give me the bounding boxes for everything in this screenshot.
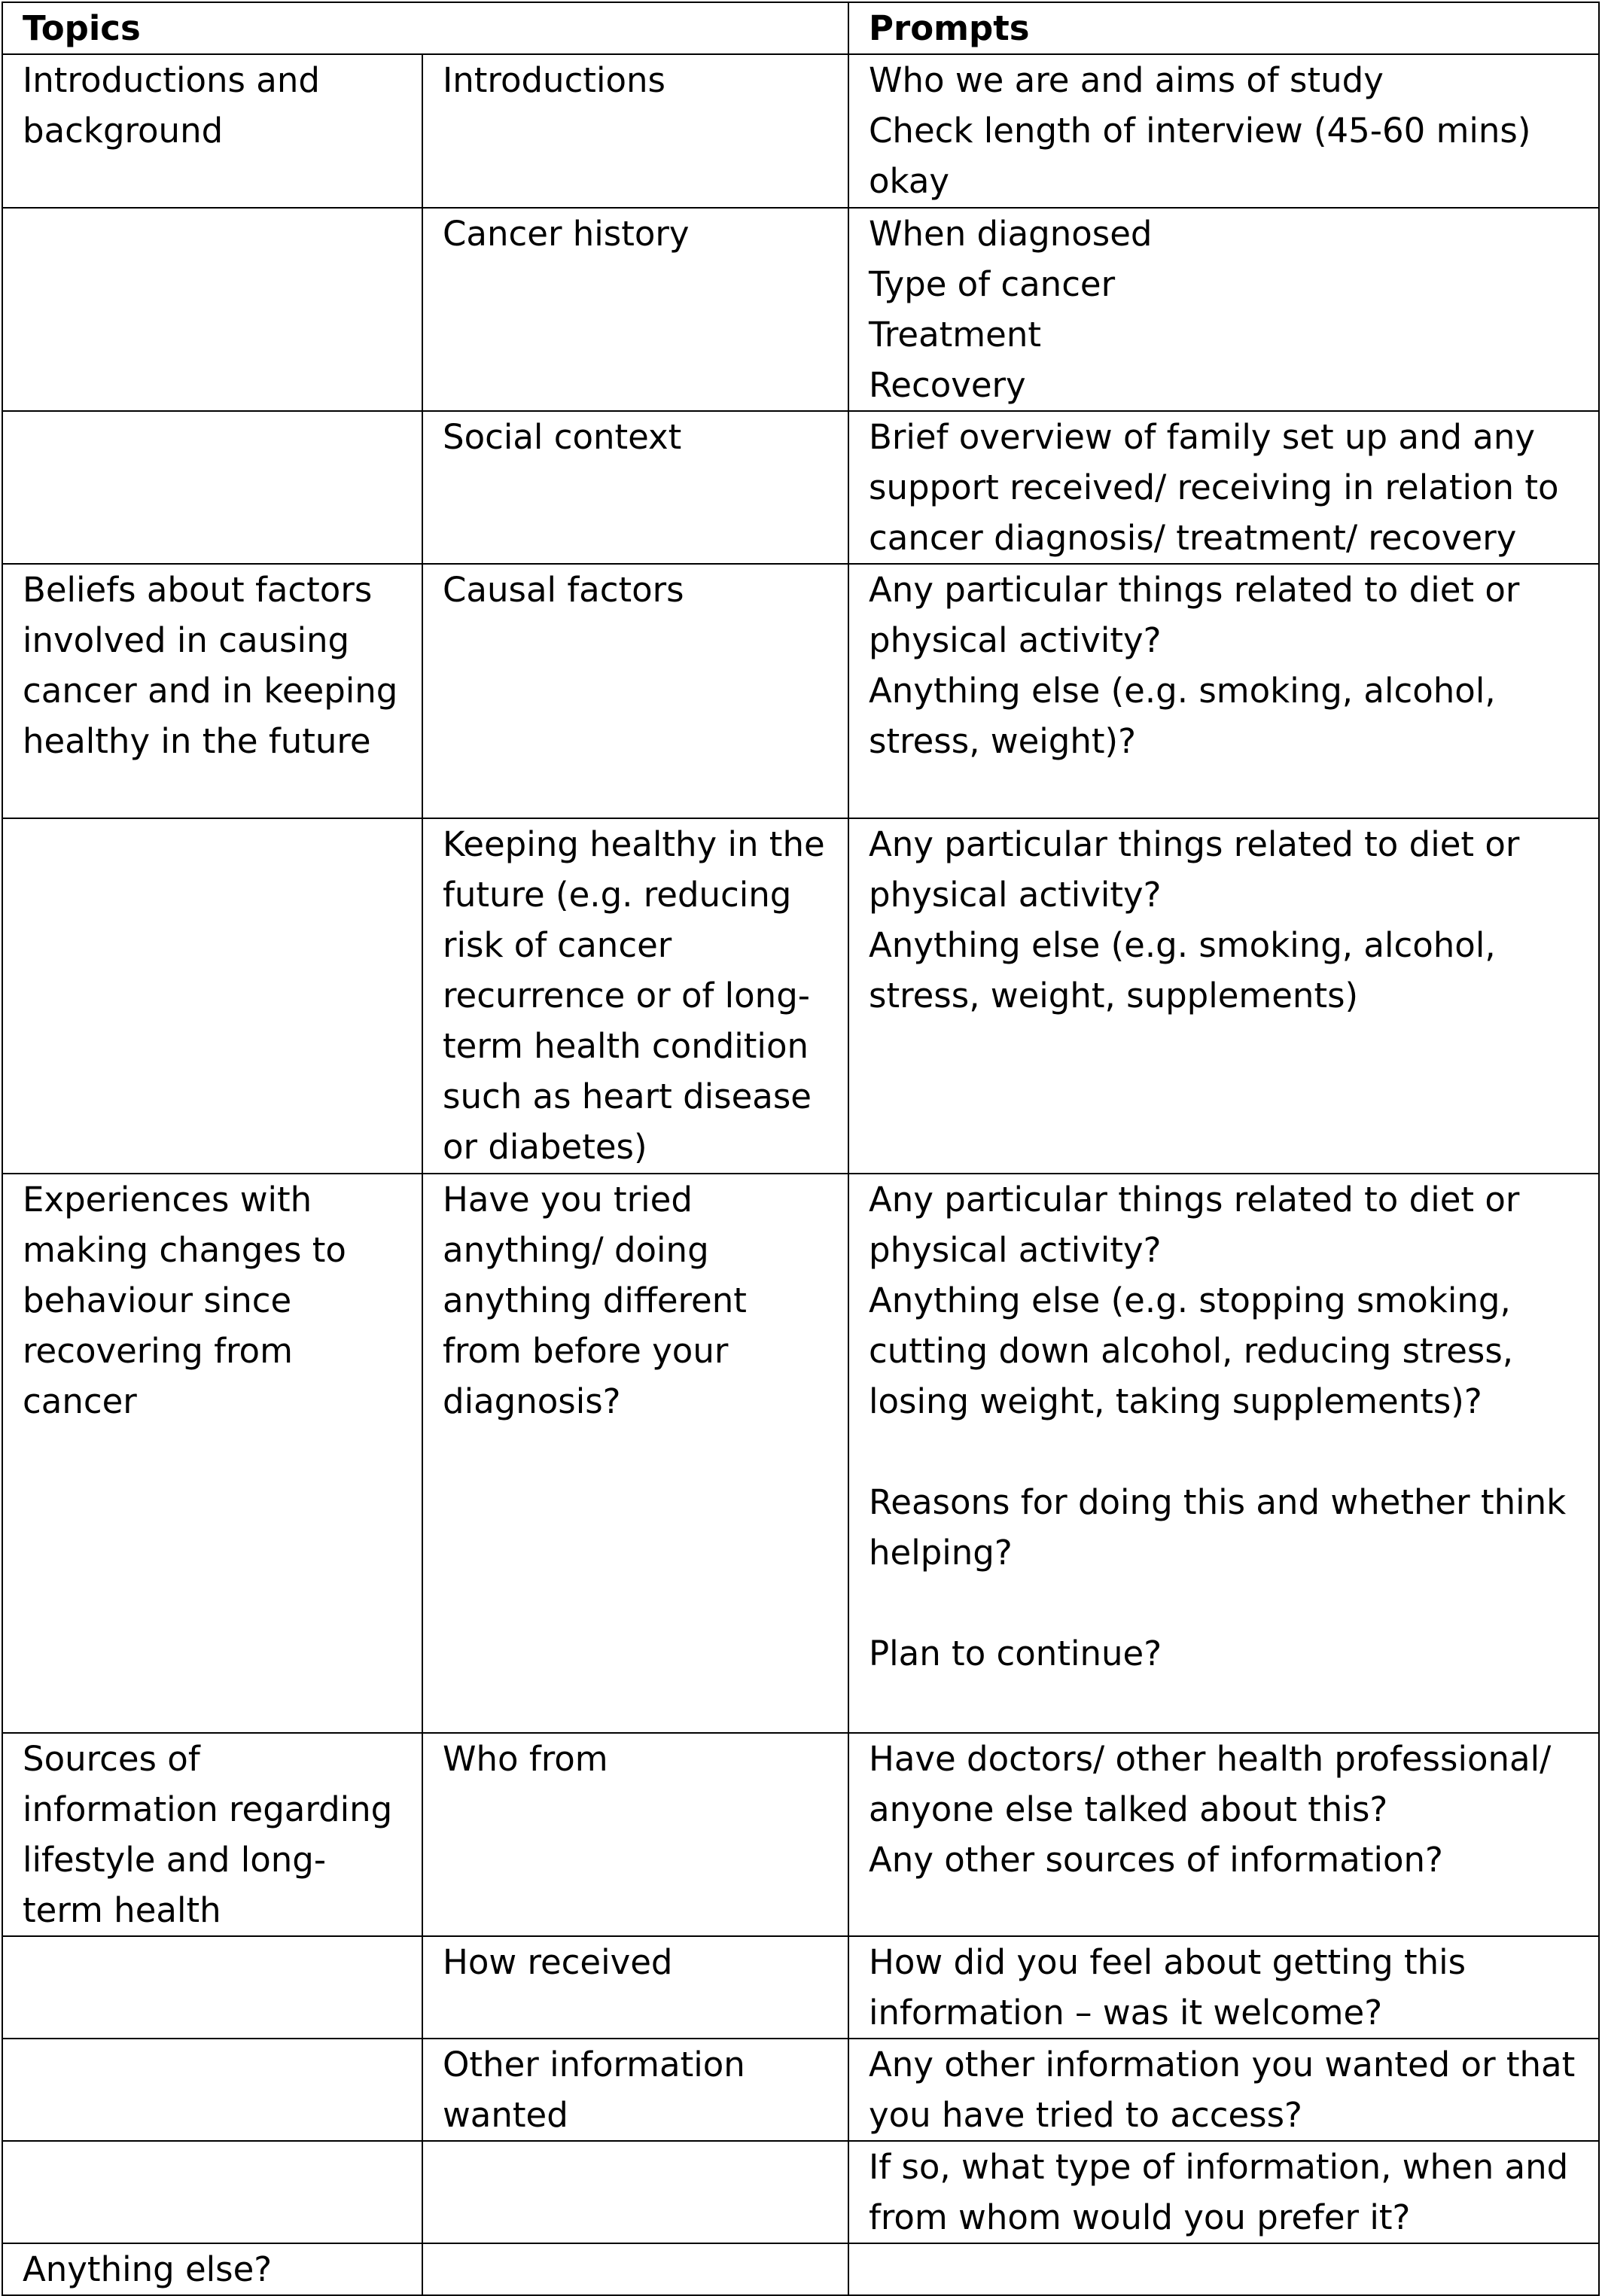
table-row xyxy=(2,1174,1599,1733)
prompts-cell: How did you feel about getting this information – was it welcome? xyxy=(848,1936,1599,2039)
table-row xyxy=(2,2141,1599,2243)
subtopic-cell: Who from xyxy=(422,1733,848,1936)
table-row xyxy=(2,2243,1599,2295)
table-row xyxy=(2,208,1599,411)
subtopic-cell: Causal factors xyxy=(422,564,848,818)
subtopic-cell: Cancer history xyxy=(422,208,848,411)
topic-cell xyxy=(2,208,422,411)
topics-header: Topics xyxy=(2,2,848,54)
topic-cell: Sources of information regarding lifestyle and long- term health xyxy=(2,1733,422,1936)
topic-cell xyxy=(2,2039,422,2141)
prompts-cell: Any particular things related to diet or physical activity? Anything else (e.g. smoking, alcohol, stress, weight)? xyxy=(848,564,1599,818)
table-row xyxy=(2,411,1599,564)
subtopic-cell xyxy=(422,2141,848,2243)
prompts-cell: If so, what type of information, when and from whom would you prefer it? xyxy=(848,2141,1599,2243)
table-row xyxy=(2,1733,1599,1936)
header-row xyxy=(2,2,1599,54)
subtopic-cell: Other information wanted xyxy=(422,2039,848,2141)
topic-cell: Beliefs about factors involved in causing cancer and in keeping healthy in the future xyxy=(2,564,422,818)
subtopic-cell xyxy=(422,2243,848,2295)
table-row xyxy=(2,54,1599,208)
prompts-header: Prompts xyxy=(848,2,1599,54)
subtopic-cell: Have you tried anything/ doing anything different from before your diagnosis? xyxy=(422,1174,848,1733)
topic-cell: Experiences with making changes to behaviour since recovering from cancer xyxy=(2,1174,422,1733)
subtopic-cell: Introductions xyxy=(422,54,848,208)
prompts-cell: Any particular things related to diet or physical activity? Anything else (e.g. stopping smoking, cutting down alcohol, reducing stress, losing weight, taking supplements)? Reasons for doing this and whether think helping? Plan to continue? xyxy=(848,1174,1599,1733)
table-row xyxy=(2,818,1599,1174)
prompts-cell xyxy=(848,2243,1599,2295)
prompts-cell: Any other information you wanted or that you have tried to access? xyxy=(848,2039,1599,2141)
topic-cell: Introductions and background xyxy=(2,54,422,208)
topic-cell xyxy=(2,2141,422,2243)
topic-cell xyxy=(2,1936,422,2039)
prompts-cell: Have doctors/ other health professional/ anyone else talked about this? Any other sources of information? xyxy=(848,1733,1599,1936)
subtopic-cell: Social context xyxy=(422,411,848,564)
topic-cell: Anything else? xyxy=(2,2243,422,2295)
prompts-cell: When diagnosed Type of cancer Treatment Recovery xyxy=(848,208,1599,411)
table-row xyxy=(2,1936,1599,2039)
table-row xyxy=(2,2039,1599,2141)
topic-cell xyxy=(2,818,422,1174)
prompts-cell: Who we are and aims of study Check length of interview (45-60 mins) okay xyxy=(848,54,1599,208)
subtopic-cell: Keeping healthy in the future (e.g. reducing risk of cancer recurrence or of long- term health condition such as heart disease or diabetes) xyxy=(422,818,848,1174)
table-row xyxy=(2,564,1599,818)
topic-cell xyxy=(2,411,422,564)
prompts-cell: Any particular things related to diet or physical activity? Anything else (e.g. smoking, alcohol, stress, weight, supplements) xyxy=(848,818,1599,1174)
interview-topic-guide-table xyxy=(2,2,1600,2296)
prompts-cell: Brief overview of family set up and any support received/ receiving in relation to cancer diagnosis/ treatment/ recovery xyxy=(848,411,1599,564)
subtopic-cell: How received xyxy=(422,1936,848,2039)
